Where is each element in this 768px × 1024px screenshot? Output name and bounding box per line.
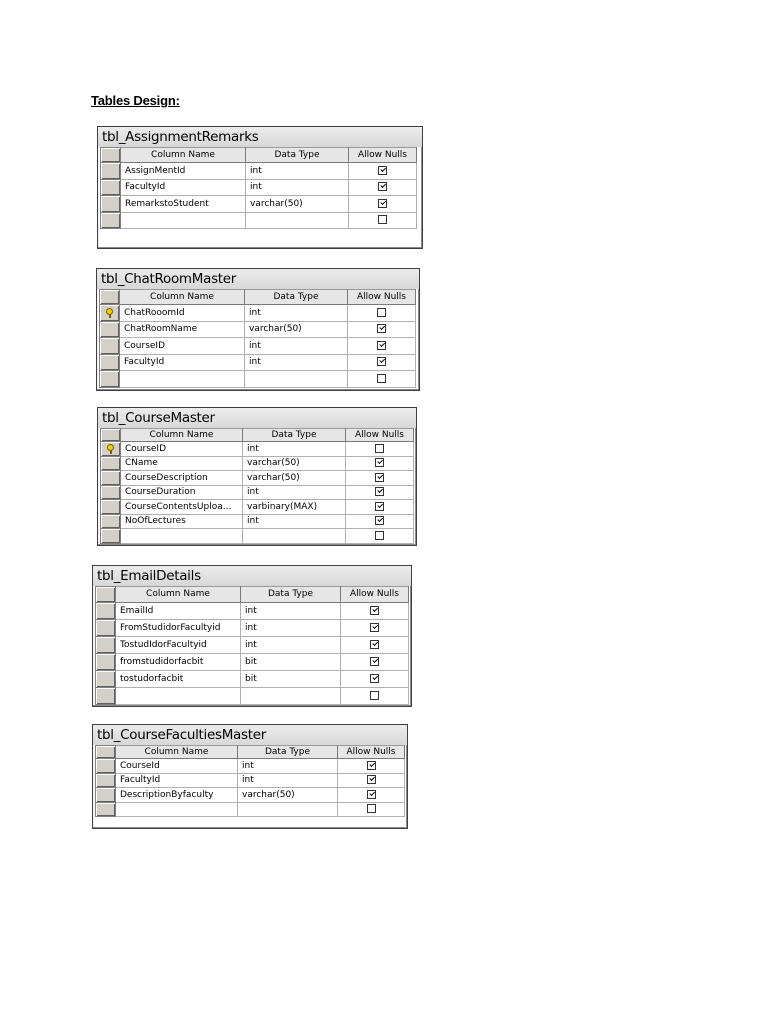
allow-nulls-checkbox[interactable]: [375, 531, 384, 540]
allow-nulls-cell: [346, 514, 414, 529]
allow-nulls-cell: [346, 471, 414, 486]
allow-nulls-cell: [346, 529, 414, 544]
allow-nulls-cell: [348, 321, 416, 338]
corner-cell: [101, 429, 121, 442]
table-box: [92, 724, 408, 829]
column-name-cell[interactable]: CourseId: [116, 759, 238, 774]
empty-row[interactable]: [96, 802, 405, 817]
allow-nulls-cell: [349, 196, 417, 213]
row-selector[interactable]: [101, 485, 121, 500]
row-selector[interactable]: [101, 179, 121, 196]
data-type-cell[interactable]: [245, 371, 348, 388]
column-name-cell[interactable]: RemarkstoStudent: [121, 196, 246, 213]
table-row[interactable]: [101, 514, 414, 529]
empty-row[interactable]: [101, 212, 417, 229]
primary-key-icon: [107, 444, 114, 453]
column-name-cell[interactable]: CourseContentsUploa...: [121, 500, 243, 515]
column-name-cell[interactable]: ChatRoomName: [120, 321, 245, 338]
table-box: [97, 407, 417, 546]
header-column-name: Column Name: [116, 746, 238, 759]
data-type-cell[interactable]: int: [238, 773, 338, 788]
table-row[interactable]: [101, 179, 417, 196]
allow-nulls-cell: [341, 602, 409, 619]
allow-nulls-cell: [338, 773, 405, 788]
allow-nulls-checkbox-checked[interactable]: [370, 623, 379, 632]
column-grid: [95, 586, 409, 705]
column-name-cell[interactable]: FacultyId: [121, 179, 246, 196]
row-selector[interactable]: [101, 471, 121, 486]
allow-nulls-checkbox-checked[interactable]: [378, 182, 387, 191]
allow-nulls-cell: [338, 802, 405, 817]
table-row[interactable]: [101, 500, 414, 515]
row-selector[interactable]: [101, 456, 121, 471]
column-name-cell[interactable]: ChatRooomId: [120, 305, 245, 322]
table-row[interactable]: [101, 163, 417, 180]
allow-nulls-cell: [346, 500, 414, 515]
column-name-cell[interactable]: [121, 529, 243, 544]
column-name-cell[interactable]: tostudorfacbit: [116, 670, 241, 687]
data-type-cell[interactable]: int: [243, 485, 346, 500]
data-type-cell[interactable]: int: [241, 602, 341, 619]
corner-cell: [96, 587, 116, 603]
allow-nulls-cell: [348, 305, 416, 322]
data-type-cell[interactable]: bit: [241, 670, 341, 687]
data-type-cell[interactable]: int: [246, 179, 349, 196]
allow-nulls-checkbox-checked[interactable]: [375, 473, 384, 482]
column-name-cell[interactable]: fromstudidorfacbit: [116, 653, 241, 670]
header-row: [101, 429, 414, 442]
row-selector[interactable]: [100, 354, 120, 371]
table-box: [92, 565, 412, 707]
header-row: [96, 746, 405, 759]
allow-nulls-checkbox-checked[interactable]: [375, 487, 384, 496]
header-data-type: Data Type: [245, 290, 348, 305]
row-selector[interactable]: [100, 338, 120, 355]
column-name-cell[interactable]: [116, 687, 241, 704]
allow-nulls-checkbox[interactable]: [377, 374, 386, 383]
header-data-type: Data Type: [246, 148, 349, 163]
header-row: [101, 148, 417, 163]
allow-nulls-checkbox-checked[interactable]: [375, 458, 384, 467]
allow-nulls-checkbox-checked[interactable]: [377, 341, 386, 350]
column-name-cell[interactable]: [120, 371, 245, 388]
table-row[interactable]: [100, 321, 416, 338]
allow-nulls-cell: [348, 354, 416, 371]
table-row[interactable]: [96, 773, 405, 788]
grid-wrap: [98, 428, 416, 544]
column-name-cell[interactable]: DescriptionByfaculty: [116, 788, 238, 803]
data-type-cell[interactable]: varbinary(MAX): [243, 500, 346, 515]
data-type-cell[interactable]: int: [243, 514, 346, 529]
data-type-cell[interactable]: [241, 687, 341, 704]
row-selector[interactable]: [100, 305, 120, 322]
allow-nulls-cell: [346, 456, 414, 471]
row-selector[interactable]: [101, 196, 121, 213]
allow-nulls-cell: [338, 759, 405, 774]
data-type-cell[interactable]: [246, 212, 349, 229]
header-allow-nulls: Allow Nulls: [349, 148, 417, 163]
table-row[interactable]: [101, 485, 414, 500]
column-name-cell[interactable]: EmailId: [116, 602, 241, 619]
primary-key-icon: [106, 308, 113, 317]
allow-nulls-checkbox-checked[interactable]: [370, 640, 379, 649]
column-grid: [100, 428, 414, 544]
allow-nulls-checkbox-checked[interactable]: [377, 357, 386, 366]
column-name-cell[interactable]: FacultyId: [116, 773, 238, 788]
table-box: [96, 268, 420, 391]
column-name-cell[interactable]: FromStudidorFacultyid: [116, 619, 241, 636]
allow-nulls-cell: [349, 179, 417, 196]
header-column-name: Column Name: [121, 148, 246, 163]
allow-nulls-checkbox-checked[interactable]: [370, 657, 379, 666]
table-title: tbl_CourseFacultiesMaster: [93, 725, 407, 745]
column-grid: [99, 289, 416, 388]
allow-nulls-cell: [341, 636, 409, 653]
data-type-cell[interactable]: int: [245, 338, 348, 355]
allow-nulls-checkbox[interactable]: [378, 215, 387, 224]
data-type-cell[interactable]: varchar(50): [246, 196, 349, 213]
row-selector[interactable]: [100, 371, 120, 388]
data-type-cell[interactable]: int: [243, 442, 346, 457]
grid-wrap: [97, 289, 419, 388]
header-allow-nulls: Allow Nulls: [341, 587, 409, 603]
data-type-cell[interactable]: varchar(50): [245, 321, 348, 338]
page-heading: Tables Design:: [91, 93, 180, 108]
column-name-cell[interactable]: CourseID: [120, 338, 245, 355]
table-row[interactable]: [100, 305, 416, 322]
table-row[interactable]: [101, 471, 414, 486]
column-name-cell[interactable]: AssignMentId: [121, 163, 246, 180]
column-name-cell[interactable]: CourseID: [121, 442, 243, 457]
allow-nulls-checkbox-checked[interactable]: [377, 324, 386, 333]
allow-nulls-cell: [341, 653, 409, 670]
allow-nulls-checkbox-checked[interactable]: [370, 606, 379, 615]
data-type-cell[interactable]: int: [245, 354, 348, 371]
row-selector[interactable]: [96, 636, 116, 653]
data-type-cell[interactable]: varchar(50): [243, 471, 346, 486]
allow-nulls-checkbox[interactable]: [370, 691, 379, 700]
column-name-cell[interactable]: CourseDuration: [121, 485, 243, 500]
allow-nulls-checkbox[interactable]: [375, 444, 384, 453]
allow-nulls-cell: [349, 212, 417, 229]
column-grid: [100, 147, 417, 229]
column-name-cell[interactable]: FacultyId: [120, 354, 245, 371]
corner-cell: [96, 746, 116, 759]
data-type-cell[interactable]: int: [245, 305, 348, 322]
grid-wrap: [93, 586, 411, 705]
table-row[interactable]: [100, 338, 416, 355]
header-allow-nulls: Allow Nulls: [346, 429, 414, 442]
allow-nulls-cell: [341, 619, 409, 636]
column-name-cell[interactable]: [116, 802, 238, 817]
allow-nulls-checkbox[interactable]: [367, 804, 376, 813]
data-type-cell[interactable]: int: [238, 759, 338, 774]
row-selector[interactable]: [101, 163, 121, 180]
row-selector[interactable]: [101, 529, 121, 544]
row-selector[interactable]: [100, 321, 120, 338]
allow-nulls-cell: [348, 338, 416, 355]
allow-nulls-checkbox[interactable]: [377, 308, 386, 317]
table-row[interactable]: [101, 456, 414, 471]
row-selector[interactable]: [96, 670, 116, 687]
allow-nulls-checkbox-checked[interactable]: [367, 775, 376, 784]
data-type-cell[interactable]: varchar(50): [238, 788, 338, 803]
column-name-cell[interactable]: CName: [121, 456, 243, 471]
table-row[interactable]: [96, 788, 405, 803]
table-row[interactable]: [100, 354, 416, 371]
allow-nulls-checkbox-checked[interactable]: [367, 761, 376, 770]
allow-nulls-checkbox-checked[interactable]: [378, 199, 387, 208]
empty-row[interactable]: [100, 371, 416, 388]
column-name-cell[interactable]: NoOfLectures: [121, 514, 243, 529]
header-column-name: Column Name: [121, 429, 243, 442]
empty-row[interactable]: [96, 687, 409, 704]
column-grid: [95, 745, 405, 817]
data-type-cell[interactable]: int: [241, 636, 341, 653]
row-selector[interactable]: [96, 602, 116, 619]
data-type-cell[interactable]: int: [241, 619, 341, 636]
grid-wrap: [98, 147, 422, 229]
header-column-name: Column Name: [116, 587, 241, 603]
allow-nulls-cell: [349, 163, 417, 180]
column-name-cell[interactable]: TostudIdorFacultyid: [116, 636, 241, 653]
table-row[interactable]: [96, 636, 409, 653]
row-selector[interactable]: [96, 687, 116, 704]
data-type-cell[interactable]: bit: [241, 653, 341, 670]
column-name-cell[interactable]: [121, 212, 246, 229]
table-row[interactable]: [101, 442, 414, 457]
allow-nulls-checkbox-checked[interactable]: [370, 674, 379, 683]
header-allow-nulls: Allow Nulls: [338, 746, 405, 759]
allow-nulls-checkbox-checked[interactable]: [375, 502, 384, 511]
row-selector[interactable]: [101, 442, 121, 457]
table-row[interactable]: [96, 759, 405, 774]
table-row[interactable]: [96, 670, 409, 687]
row-selector[interactable]: [96, 773, 116, 788]
data-type-cell[interactable]: int: [246, 163, 349, 180]
allow-nulls-checkbox-checked[interactable]: [367, 790, 376, 799]
table-row[interactable]: [96, 602, 409, 619]
allow-nulls-cell: [341, 687, 409, 704]
allow-nulls-cell: [348, 371, 416, 388]
row-selector[interactable]: [96, 759, 116, 774]
data-type-cell[interactable]: [243, 529, 346, 544]
row-selector[interactable]: [101, 212, 121, 229]
allow-nulls-cell: [346, 442, 414, 457]
header-data-type: Data Type: [238, 746, 338, 759]
row-selector[interactable]: [96, 802, 116, 817]
table-title: tbl_CourseMaster: [98, 408, 416, 428]
allow-nulls-cell: [341, 670, 409, 687]
table-box: [97, 126, 423, 249]
table-row[interactable]: [96, 619, 409, 636]
allow-nulls-cell: [346, 485, 414, 500]
corner-cell: [101, 148, 121, 163]
data-type-cell[interactable]: [238, 802, 338, 817]
header-column-name: Column Name: [120, 290, 245, 305]
table-row[interactable]: [101, 196, 417, 213]
header-allow-nulls: Allow Nulls: [348, 290, 416, 305]
table-title: tbl_ChatRoomMaster: [97, 269, 419, 289]
empty-row[interactable]: [101, 529, 414, 544]
allow-nulls-checkbox-checked[interactable]: [375, 516, 384, 525]
table-title: tbl_EmailDetails: [93, 566, 411, 586]
row-selector[interactable]: [101, 500, 121, 515]
row-selector[interactable]: [96, 619, 116, 636]
header-data-type: Data Type: [241, 587, 341, 603]
table-title: tbl_AssignmentRemarks: [98, 127, 422, 147]
header-data-type: Data Type: [243, 429, 346, 442]
corner-cell: [100, 290, 120, 305]
allow-nulls-cell: [338, 788, 405, 803]
grid-wrap: [93, 745, 407, 817]
row-selector[interactable]: [96, 788, 116, 803]
row-selector[interactable]: [101, 514, 121, 529]
data-type-cell[interactable]: varchar(50): [243, 456, 346, 471]
header-row: [96, 587, 409, 603]
allow-nulls-checkbox-checked[interactable]: [378, 166, 387, 175]
column-name-cell[interactable]: CourseDescription: [121, 471, 243, 486]
table-row[interactable]: [96, 653, 409, 670]
header-row: [100, 290, 416, 305]
row-selector[interactable]: [96, 653, 116, 670]
